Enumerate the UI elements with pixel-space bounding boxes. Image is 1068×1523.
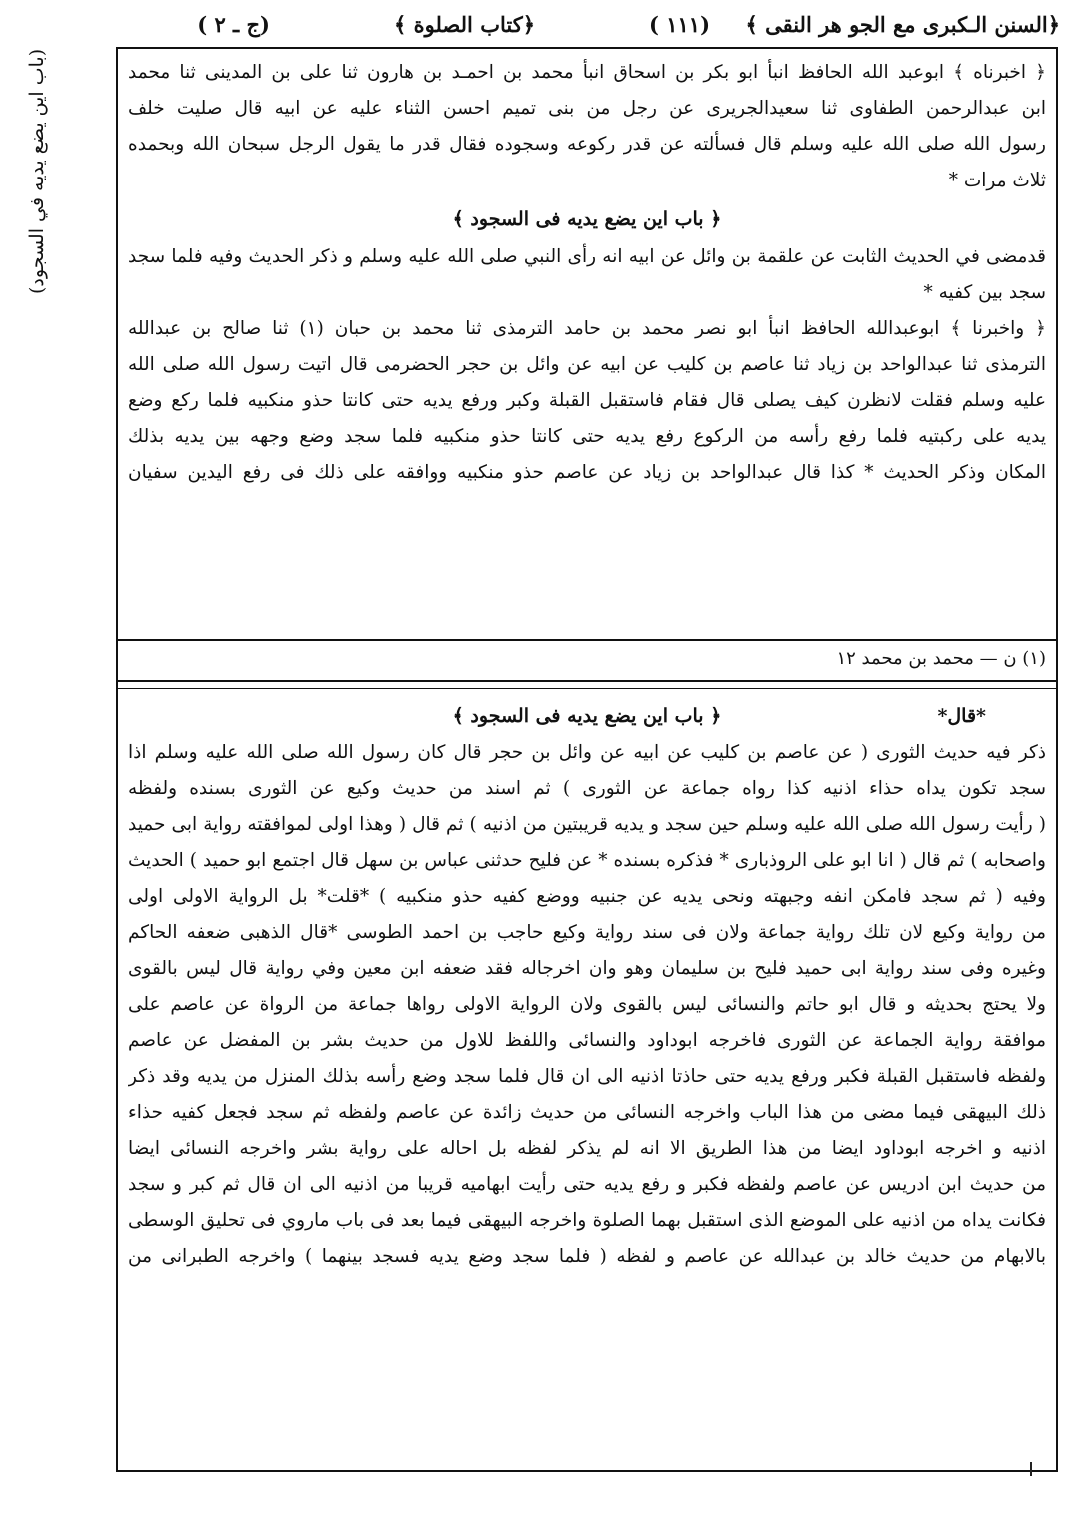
text-line: ﴿ اخبرناه ﴾ ابوعبد الله الحافظ انبأ ابو بكر بن اسحاق انبأ محمد بن احمـد بن هارون ثنا على بن المدينى ثنا محمد <box>128 62 1046 83</box>
section-divider <box>118 680 1056 689</box>
text-line: وغيره وفى سند رواية ابى حميد فليح بن سليمان وهو وان اخرجاله فقد ضعفه ابن معين وفي رواية قال ليس بالقوى <box>128 958 1046 979</box>
main-text <box>128 55 1046 491</box>
margin-note-text: (باب اين يضع يديه في السجود) <box>26 48 48 294</box>
footnote: (١) ن — محمد بن محمد ١٢ <box>836 648 1046 669</box>
text-line: بالابهام من حديث خالد بن عبدالله عن عاصم و لفظه ( فلما سجد وضع يديه فسجد بينهما ) واخرجه الطبرانى من <box>128 1246 1046 1267</box>
text-line: من حديث ابن ادريس عن عاصم ولفظه فكبر و رفع يديه حتى رأيت ابهاميه قريبا من اذنيه الى ان قال ثم كبر و سجد <box>128 1174 1046 1195</box>
page-frame <box>116 47 1058 1472</box>
qal-label: *قال* <box>937 705 986 727</box>
commentary-heading <box>128 697 1046 735</box>
text-line: ذكر فيه حديث الثورى ( عن عاصم بن كليب عن ابيه عن وائل بن حجر قال كان رسول الله صلى الله عليه وسلم اذا <box>128 742 1046 763</box>
text-line: ابن عبدالرحمن الطفاوى ثنا سعيدالجريرى عن رجل من بنى تميم احسن الثناء عليه عن ابيه قال صليت خلف <box>128 98 1046 119</box>
text-line: سجد بين كفيه * <box>923 282 1046 303</box>
text-line: من رواية وكيع لان تلك رواية جماعة ولان فى سند رواية وكيع حاجب بن احمد الطوسى *قال الذهبى ضعفه الحاكم <box>128 922 1046 943</box>
text-line: عليه وسلم فقلت لانظرن كيف يصلى قال فقام فاستقبل القبلة وكبر ورفع يديه حتى كانتا حذو منكبيه فلما ركع وضع <box>128 390 1046 411</box>
text-line: وفيه ( ثم سجد فامكن انفه وجبهته ونحى يديه عن جنبيه ووضع كفيه حذو منكبيه ) *قلت* بل الرواية الاولى اولى <box>128 886 1046 907</box>
text-line: سجد تكون يداه حذاء اذنيه كذا رواه جماعة عن الثورى ) ثم اسند من حديث وكيع عن الثورى بسنده ولفظه <box>128 778 1046 799</box>
text-line: يديه على ركبتيه فلما رفع رأسه من الركوع رفع يديه حتى كانتا حذو منكبيه فلما سجد وضع وجهه بين يديه بذلك <box>128 426 1046 447</box>
volume-number: (ج ـ ٢ ) <box>197 12 270 37</box>
text-line: المكان وذكر الحديث * كذا قال عبدالواحد بن زياد عن عاصم حذو منكبيه ووافقه على ذلك فى رفع اليدين سفيان <box>128 462 1046 483</box>
text-line: واصحابه ) ثم قال ( انا ابو على الروذبارى * فذكره بسنده * عن فليح حدثنى عباس بن سهل قال اجتمع ابو حميد ) الحديث <box>128 850 1046 871</box>
text-line: ﴿ واخبرنا ﴾ ابوعبدالله الحافظ انبأ ابو نصر محمد بن حامد الترمذى ثنا محمد بن حبان (١) ثنا صالح بن عبدالله <box>128 318 1046 339</box>
text-line: قدمضى في الحديث الثابت عن علقمة بن وائل عن ابيه انه رأى النبي صلى الله عليه وسلم و ذكر الحديث وفيه فلما سجد <box>128 246 1046 267</box>
text-line: اذنيه و اخرجه ابوداود ايضا من هذا الطريق الا انه لم يذكر لفظه بل احاله على رواية بشر واخرجه النسائى ايضا <box>128 1138 1046 1159</box>
text-line: ثلاث مرات * <box>948 170 1046 191</box>
commentary-text <box>128 697 1046 1275</box>
chapter-title: ﴿ باب اين يضع يديه فى السجود ﴾ <box>452 208 722 230</box>
margin-note <box>26 4 106 294</box>
page-header <box>120 8 1060 44</box>
footnote-divider <box>118 639 1056 641</box>
text-line: ولا يحتج بحديثه و قال ابو حاتم والنسائى ليس بالقوى ولان الرواية الاولى رواها جماعة من الرواة عن عاصم على <box>128 994 1046 1015</box>
commentary-title: ﴿ باب اين يضع يديه فى السجود ﴾ <box>452 705 722 727</box>
text-line: رسول الله صلى الله عليه وسلم قال فسألته عن قدر ركوعه وسجوده فقال قدر ما يقول الرجل سبحان الله وبحمده <box>128 134 1046 155</box>
text-line: ولفظه فاستقبل القبلة فكبر ورفع يديه حتى حاذتا اذنيه الى ان قال فلما سجد وضع رأسه بذلك المنزل من يديه وقد ذكر <box>128 1066 1046 1087</box>
text-line: الترمذى ثنا عبدالواحد بن زياد ثنا عاصم بن كليب عن ابيه عن وائل بن حجر الحضرمى قال اتيت رسول الله صلى الله <box>128 354 1046 375</box>
page-number: (١١١ ) <box>648 12 710 37</box>
text-line: ( رأيت رسول الله صلى الله عليه وسلم حين سجد و يديه قريبتين من اذنيه ) ثم قال ( وهذا اولى لموافقته رواية ابى حميد <box>128 814 1046 835</box>
text-line: موافقة رواية الجماعة عن الثورى فاخرجه ابوداود والنسائى واللفظ للاول من حديث بشر بن المفضل عن عاصم <box>128 1030 1046 1051</box>
book-title: ﴿السنن الـكبرى مع الجو هر النقى ﴾ <box>745 12 1060 37</box>
text-line: فكانت يداه من اذنيه على الموضع الذى استقبل بهما الصلوة واخرجه البيهقى فيما بعد فى باب ماروي فى تحليق الوسطى <box>128 1210 1046 1231</box>
chapter-name: ﴿كتاب الصلوة ﴾ <box>394 12 535 37</box>
text-line: ذلك البيهقى فيما مضى من هذا الباب واخرجه النسائى من حديث زائدة عن عاصم ولفظه ثم سجد فجعل كفيه حذاء <box>128 1102 1046 1123</box>
page-edge-mark <box>1030 1462 1032 1476</box>
